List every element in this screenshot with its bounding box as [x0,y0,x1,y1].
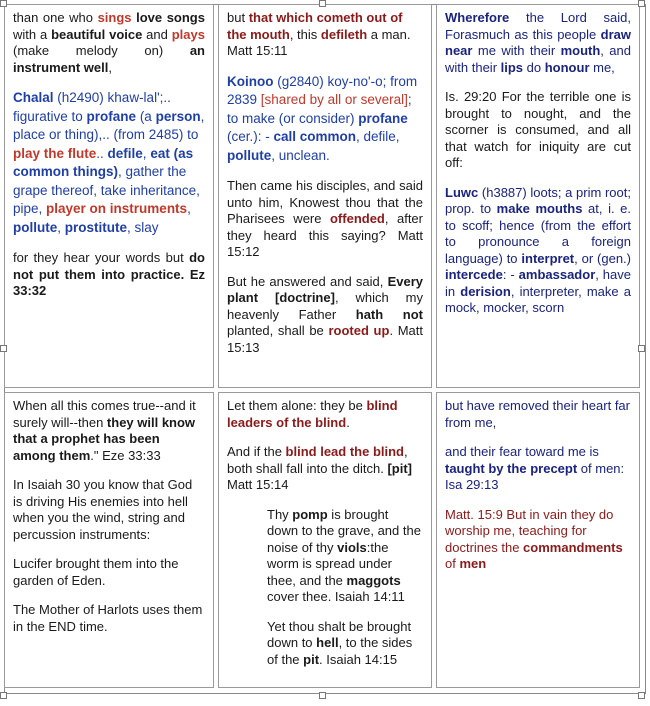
text-run: profane [86,108,137,124]
text-run: interpret [521,250,575,266]
text-run: blind lead the blind [285,444,404,459]
paragraph [445,89,631,172]
text-run: the Lord said, Forasmuch as this people [445,10,631,42]
text-run: , unclean. [271,147,330,163]
text-run: plays [171,26,205,42]
paragraph [227,73,423,166]
text-run: intercede [445,267,503,282]
text-run: hath not [355,306,423,322]
text-run: pollute [227,147,272,163]
cell-top-right [436,4,640,388]
text-run: pomp [292,506,328,522]
text-run: (cer.): - [227,129,274,144]
text-run: but have removed their heart far from me, [445,398,630,430]
text-run: In Isaiah 30 you know that God is driving His enemies into hell when you the wind, string and percussion instruments: [13,477,193,542]
text-run: do not put them into practice. [13,250,205,282]
text-run: beautiful voice [51,26,143,42]
text-run: for they hear your words but [13,250,190,265]
text-run: songs [166,10,205,25]
text-run: , place or thing),.. (from 2485) to [13,108,205,142]
text-run: Thy [267,506,293,522]
text-run: (g2840) koy-no'-o; from 2839 [227,73,418,107]
text-run: (h2490) khaw-lal';.. figurative to [13,90,171,124]
paragraph [13,556,205,589]
text-run: defile [103,145,143,161]
text-run: and their fear toward me is [445,444,599,459]
text-run: , defile, [356,129,400,144]
cell-bottom-right [436,392,640,688]
resize-handle[interactable] [638,0,645,7]
text-run: rooted up [328,323,390,338]
text-run: Every plant [doctrine] [227,273,423,305]
text-run: is brought down to the grave, and the noise of thy [267,506,421,555]
text-run: , both shall fall into the ditch. [227,444,408,476]
text-run: Ez 33:32 [13,266,205,298]
poem-verse [227,619,423,669]
text-run: and [142,26,172,42]
text-run: hell [316,635,339,650]
text-run: , [142,145,151,161]
text-run: make mouths [496,201,583,216]
text-run: pollute [13,219,58,235]
paragraph [13,10,205,76]
text-run: The Mother of Harlots uses them in the END time. [13,602,203,634]
text-run: lips [500,59,524,75]
text-run: . Matt 15:13 [227,323,424,355]
text-run: eat (as common things) [13,145,194,179]
text-run: draw near [445,26,631,58]
paragraph [13,602,205,635]
paragraph [13,250,205,300]
text-run: call common [273,129,357,144]
text-run: with a [13,26,52,42]
text-run: player on instruments [46,201,188,216]
text-run: (h3887) loots; a prim root; prop. to [445,184,631,216]
text-run: ; to make (or consider) [227,92,412,126]
text-run: But he answered and said, [227,273,388,289]
text-run: . [346,414,350,430]
text-run: a man. Matt 15:11 [227,26,411,58]
text-run: person [155,108,201,124]
paragraph [445,507,631,573]
cell-bottom-middle [218,392,432,688]
text-run: , gather the grape thereof, take inheritance, pipe, [13,164,200,216]
text-run: , after they heard this saying? Matt 15:12 [227,211,423,259]
resize-handle[interactable] [319,0,326,7]
cell-top-left [4,4,214,388]
text-run: love [131,10,167,25]
text-run: Is. 29:20 For the terrible one is brought to nought, and the scorner is consumed, and all that watch for iniquity are cut off: [445,89,631,170]
text-run: derision [460,283,511,299]
paragraph [227,10,423,60]
text-run: : - [502,267,519,282]
text-run: , and with their [445,43,631,75]
text-run: me, [589,59,615,75]
paragraph [227,444,423,494]
text-run: , have in [445,267,631,299]
text-run: Wherefore [445,10,510,25]
text-run: Koinoo [227,73,274,89]
text-run: , to the sides of the [267,635,413,667]
text-run: cover thee. Isaiah 14:11 [267,589,405,604]
text-run: , [108,59,112,75]
text-run: of [445,556,460,571]
text-run: viols [337,539,367,555]
text-run: of men: Isa 29:13 [445,460,625,492]
text-run: (a [136,108,156,124]
text-run: Then came his disciples, and said unto him, Knowest thou that the Pharisees were [227,178,423,226]
text-run: , slay [127,219,159,235]
text-run: , which my heavenly Father [227,290,423,322]
text-run: do [523,59,545,75]
text-run: pit [303,651,320,667]
text-run: And if the [227,444,286,459]
text-run: mouth [560,43,601,58]
text-run: prostitute [64,219,128,235]
text-run: but [227,10,249,25]
text-run: play the flute [13,145,97,161]
paragraph [227,274,423,357]
text-run: ambassador [518,267,596,282]
text-run: .. [96,145,104,161]
text-run: Luwc [445,184,479,200]
paragraph [445,444,631,494]
resize-handle[interactable] [0,345,7,352]
paragraph [445,398,631,431]
text-run: . Isaiah 14:15 [319,651,398,667]
text-run: Lucifer brought them into the garden of Eden. [13,556,179,588]
text-run: me with their [472,43,561,58]
text-run: Yet thou shalt be brought down to [267,618,412,650]
text-run: Matt. 15:9 But in vain they do worship me, teaching for doctrines the [445,506,614,555]
text-run: , or (gen.) [574,250,631,266]
resize-handle[interactable] [319,692,326,699]
resize-handle[interactable] [638,345,645,352]
text-run: [shared by all or several] [260,92,408,107]
paragraph [227,398,423,431]
cell-bottom-left [4,392,214,688]
text-run: Let them alone: they be [227,398,367,413]
text-run: , interpreter, make a mock, mocker, scorn [445,283,631,315]
text-run: an instrument well [13,43,205,75]
cell-top-middle [218,4,432,388]
text-run: honour [544,59,590,75]
text-run: , [57,219,65,235]
text-run: maggots [346,572,401,588]
text-run: :the worm is spread under thee, and the [267,539,392,588]
text-run: , this [289,26,321,42]
text-run: , [187,201,191,216]
text-run: Matt 15:14 [227,477,289,492]
paragraph [13,89,205,237]
text-run: that which cometh out of the mouth [227,10,403,42]
text-run: they will know that a prophet has been among them [13,414,196,463]
poem-verse [227,507,423,606]
text-run: than one who [13,10,98,25]
text-run: offended [329,211,385,226]
paragraph [445,185,631,317]
resize-handle[interactable] [638,692,645,699]
resize-handle[interactable] [0,692,7,699]
text-run: [pit] [387,460,412,476]
text-run: blind leaders of the blind [227,398,398,430]
text-run: Chalal [13,90,54,105]
text-run: ." Eze 33:33 [90,447,161,463]
text-run: defileth [320,26,368,42]
text-run: When all this comes true--and it surely will--then [13,398,196,430]
text-run: at, i. e. to scoff; hence (from the effort to pronounce a foreign language) to [445,201,631,266]
resize-handle[interactable] [0,0,7,7]
text-run: commandments [523,539,623,555]
text-run: planted, shall be [227,323,329,338]
text-run: (make melody on) [13,43,190,58]
paragraph [227,178,423,261]
text-run: men [459,556,487,571]
text-run: sings [97,10,132,25]
paragraph [13,398,205,464]
text-run: taught by the precept [445,460,578,476]
text-run: profane [358,110,408,126]
paragraph [445,10,631,76]
paragraph [13,477,205,543]
